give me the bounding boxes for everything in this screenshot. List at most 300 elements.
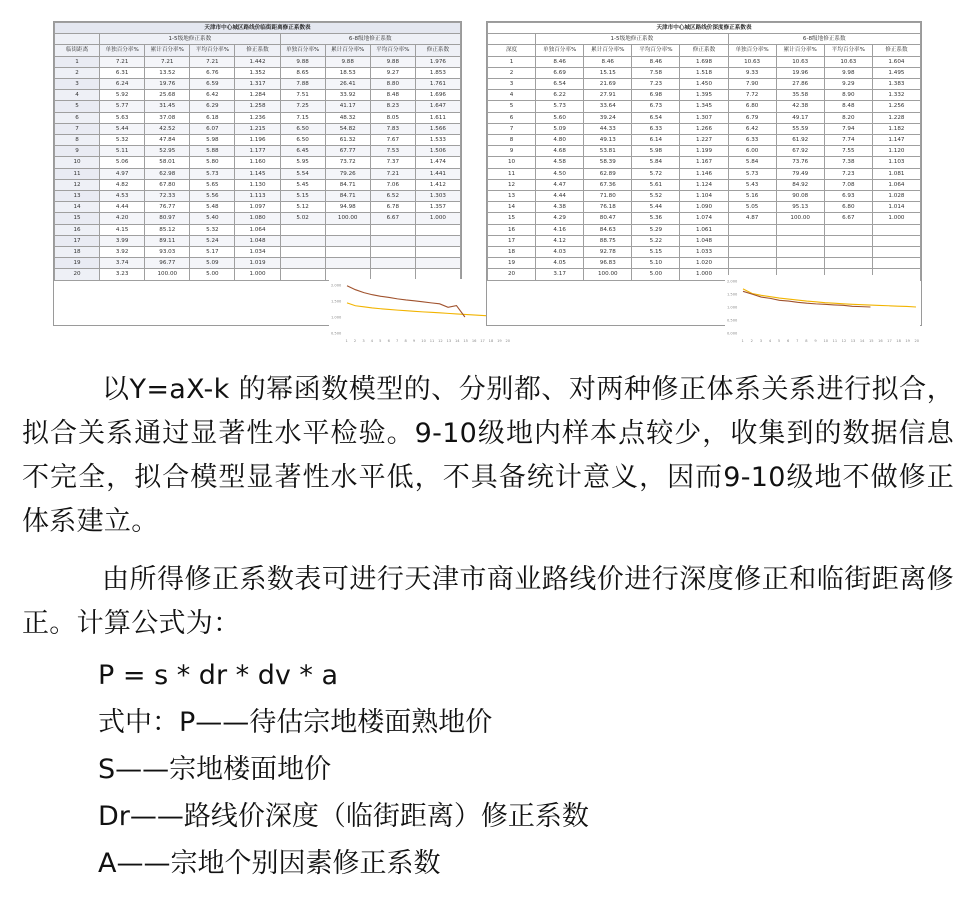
table-cell: 5.32 [100,135,145,146]
table-cell: 8 [55,135,100,146]
table-row [488,168,921,179]
table-cell: 8.46 [536,56,584,67]
table-row [488,135,921,146]
table-cell: 9.88 [280,56,325,67]
x-tick-label: 3 [759,339,763,343]
table-cell: 48.32 [325,112,370,123]
table-cell: 1.227 [680,135,728,146]
table-cell: 47.84 [145,135,190,146]
table-cell: 4.82 [100,179,145,190]
table-cell: 37.08 [145,112,190,123]
table-cell: 1.412 [415,179,460,190]
table-cell: 27.91 [584,90,632,101]
table-cell: 8.48 [370,90,415,101]
table-cell: 2 [488,67,536,78]
table-cell: 11 [488,168,536,179]
table-cell: 1.196 [235,135,280,146]
table-cell: 5.73 [536,101,584,112]
table-cell: 5.22 [632,235,680,246]
table-cell: 4 [488,90,536,101]
table-cell [872,224,920,235]
column-header: 深度 [488,45,536,56]
table-cell: 33.64 [584,101,632,112]
table-cell: 14 [488,202,536,213]
x-tick-label: 8 [404,339,407,343]
table-cell: 1.048 [680,235,728,246]
table-cell: 13 [55,191,100,202]
table-cell: 1.074 [680,213,728,224]
table-cell: 9.29 [824,79,872,90]
x-tick-label: 20 [505,339,511,343]
table-cell: 89.11 [145,235,190,246]
table-cell: 6.07 [190,123,235,134]
table-cell: 7.83 [370,123,415,134]
table-cell: 8.05 [370,112,415,123]
x-tick-label: 10 [421,339,426,343]
column-header: 累计百分率% [145,45,190,56]
table-cell: 1.474 [415,157,460,168]
table-cell: 1.236 [235,112,280,123]
table-cell: 5.06 [100,157,145,168]
x-tick-label: 15 [868,339,874,343]
column-header: 修正系数 [235,45,280,56]
x-tick-label: 11 [429,339,435,343]
series-line-2 [347,286,465,317]
frontage-distance-chart [329,279,511,345]
paragraph-model-fit: 以Y=aX-k 的幂函数模型的、分别都、对两种修正体系关系进行拟合，拟合关系通过显著性水平检验。9-10级地内样本点较少，收集到的数据信息不完全，拟合模型显著性水平低，不具备统计意义，因而9-10级地不做修正体系建立。 [22,374,954,537]
table-cell: 35.58 [776,90,824,101]
table-cell: 6.69 [536,67,584,78]
table-cell: 94.98 [325,202,370,213]
x-tick-label: 6 [787,339,790,343]
table-row [488,235,921,246]
table-row [488,258,921,269]
table-cell: 7.38 [824,157,872,168]
column-header: 累计百分率% [584,45,632,56]
table-cell: 1.215 [235,123,280,134]
table-cell: 80.47 [584,213,632,224]
table-cell: 4.80 [536,135,584,146]
table-cell: 5.48 [190,202,235,213]
table-cell: 6.33 [728,135,776,146]
table-cell: 7 [55,123,100,134]
table-cell: 5.73 [728,168,776,179]
table-cell: 15 [55,213,100,224]
table-cell: 14 [55,202,100,213]
table-cell: 84.92 [776,179,824,190]
table-cell: 49.13 [584,135,632,146]
table-cell: 67.92 [776,146,824,157]
x-tick-label: 4 [768,339,772,343]
table-cell: 84.71 [325,191,370,202]
column-header: 临街距离 [55,45,100,56]
table-cell: 1 [55,56,100,67]
table-cell: 5.80 [190,157,235,168]
table-cell: 5.73 [190,168,235,179]
table-cell [728,224,776,235]
table-cell: 1.761 [415,79,460,90]
table-row [55,135,461,146]
table-cell: 7.74 [824,135,872,146]
x-tick-label: 4 [370,339,374,343]
table-cell [370,235,415,246]
table-cell: 1.604 [872,56,920,67]
table-cell: 7.23 [632,79,680,90]
table-cell: 1.019 [235,258,280,269]
table-cell: 4.03 [536,247,584,258]
table-cell: 5.09 [536,123,584,134]
table-cell: 4.47 [536,179,584,190]
table-row [55,179,461,190]
table-cell: 8.46 [632,56,680,67]
table-cell: 6.42 [190,90,235,101]
column-header: 单独百分率% [280,45,325,56]
definition-s: S——宗地楼面地价 [98,754,332,785]
table-cell: 55.59 [776,123,824,134]
table-row [55,202,461,213]
table-title: 天津市中心城区路线价深度修正系数表 [488,23,921,34]
table-cell: 1.506 [415,146,460,157]
table-row [55,79,461,90]
table-cell: 73.76 [776,157,824,168]
table-cell: 1.146 [680,168,728,179]
table-cell: 4.16 [536,224,584,235]
table-cell: 53.81 [584,146,632,157]
table-cell: 1.147 [872,135,920,146]
table-cell: 1.696 [415,90,460,101]
table-cell: 79.26 [325,168,370,179]
table-cell: 19.76 [145,79,190,90]
y-tick-label: 2.000 [727,279,738,284]
table-cell: 1.000 [415,213,460,224]
table-cell: 100.00 [145,269,190,280]
table-cell: 1.182 [872,123,920,134]
table-cell: 1.000 [872,213,920,224]
table-cell: 79.49 [776,168,824,179]
table-cell: 7.21 [190,56,235,67]
table-cell [824,235,872,246]
y-tick-label: 1.000 [727,305,738,310]
table-cell: 4.05 [536,258,584,269]
paragraph-correction-intro: 由所得修正系数表可进行天津市商业路线价进行深度修正和临街距离修正。计算公式为： [22,564,954,639]
column-header: 平均百分率% [190,45,235,56]
table-cell: 6.80 [728,101,776,112]
table-cell: 1.113 [235,191,280,202]
table-cell: 13.52 [145,67,190,78]
table-cell: 12 [55,179,100,190]
table-cell: 7.67 [370,135,415,146]
table-cell: 9.88 [370,56,415,67]
table-cell [280,269,325,280]
table-cell: 5.84 [632,157,680,168]
column-header: 平均百分率% [632,45,680,56]
table-cell: 7.72 [728,90,776,101]
x-tick-label: 13 [446,339,452,343]
table-cell: 5.16 [728,191,776,202]
table-row [488,67,921,78]
table-cell: 7.15 [280,112,325,123]
table-cell: 1.441 [415,168,460,179]
table-cell: 5.15 [280,191,325,202]
table-cell: 5.45 [280,179,325,190]
table-cell [776,235,824,246]
table-cell: 76.77 [145,202,190,213]
table-cell: 1.167 [680,157,728,168]
table-cell: 8.90 [824,90,872,101]
table-cell: 1.611 [415,112,460,123]
table-cell: 1.518 [680,67,728,78]
table-cell: 10.63 [776,56,824,67]
table-cell: 31.45 [145,101,190,112]
table-cell: 6 [55,112,100,123]
table-cell [415,224,460,235]
table-row [488,213,921,224]
x-tick-label: 5 [379,339,382,343]
table-cell: 9.27 [370,67,415,78]
table-cell: 93.03 [145,247,190,258]
table-cell: 95.13 [776,202,824,213]
table-cell: 5 [488,101,536,112]
table-cell [776,224,824,235]
column-header: 累计百分率% [325,45,370,56]
table-cell: 4.68 [536,146,584,157]
table-cell: 1.284 [235,90,280,101]
table-cell [325,258,370,269]
table-cell: 42.38 [776,101,824,112]
table-cell: 67.77 [325,146,370,157]
table-cell: 6.52 [370,191,415,202]
table-cell: 1.090 [680,202,728,213]
table-cell: 4.15 [100,224,145,235]
table-cell: 90.08 [776,191,824,202]
table-cell: 6.31 [100,67,145,78]
table-cell: 13 [488,191,536,202]
table-cell: 5.36 [632,213,680,224]
table-cell: 6.79 [728,112,776,123]
table-cell: 19.96 [776,67,824,78]
table-cell: 10 [488,157,536,168]
table-cell: 26.41 [325,79,370,90]
table-cell: 4.44 [100,202,145,213]
table-cell: 5.98 [190,135,235,146]
x-tick-label: 18 [896,339,901,343]
table-cell: 4.29 [536,213,584,224]
depth-table [487,22,921,281]
table-cell: 5.15 [632,247,680,258]
table-cell: 7.51 [280,90,325,101]
table-cell: 6.78 [370,202,415,213]
table-cell: 6.59 [190,79,235,90]
table-cell: 5.32 [190,224,235,235]
series-line-1 [347,303,507,317]
table-cell: 1.307 [680,112,728,123]
table-cell: 6 [488,112,536,123]
x-tick-label: 7 [796,339,799,343]
y-tick-label: 0.500 [331,331,342,336]
table-cell: 58.01 [145,157,190,168]
table-cell: 7.53 [370,146,415,157]
table-cell: 1.097 [235,202,280,213]
table-cell: 1.495 [872,67,920,78]
table-cell: 3.74 [100,258,145,269]
table-cell: 5.60 [536,112,584,123]
table-cell [370,247,415,258]
table-cell: 6.80 [824,202,872,213]
table-cell: 1.020 [680,258,728,269]
table-cell [280,247,325,258]
table-cell: 1.103 [872,157,920,168]
table-row [55,258,461,269]
table-cell: 62.89 [584,168,632,179]
table-row [488,123,921,134]
table-cell: 10 [55,157,100,168]
table-cell: 27.86 [776,79,824,90]
table-cell: 49.17 [776,112,824,123]
table-cell: 7.58 [632,67,680,78]
table-cell [325,247,370,258]
table-cell: 16 [55,224,100,235]
x-tick-label: 12 [841,339,847,343]
table-cell: 1.566 [415,123,460,134]
table-row [55,235,461,246]
table-cell: 6.33 [632,123,680,134]
table-cell: 76.18 [584,202,632,213]
table-cell: 7.06 [370,179,415,190]
table-cell: 5.09 [190,258,235,269]
table-cell: 5.02 [280,213,325,224]
table-row [488,146,921,157]
table-row [55,247,461,258]
table-row [55,101,461,112]
table-cell: 67.80 [145,179,190,190]
table-cell: 5.88 [190,146,235,157]
table-cell: 9.33 [728,67,776,78]
table-cell: 85.12 [145,224,190,235]
table-cell: 1.303 [415,191,460,202]
table-cell: 1.160 [235,157,280,168]
table-cell [728,247,776,258]
table-cell: 5.44 [632,202,680,213]
y-tick-label: 1.000 [331,315,342,320]
table-cell [370,258,415,269]
table-title: 天津市中心城区路线价临街距离修正系数表 [55,23,461,34]
table-cell: 6.45 [280,146,325,157]
table-cell: 1.442 [235,56,280,67]
group-header-1-5: 1-5级地修正系数 [100,34,280,45]
table-cell: 8 [488,135,536,146]
table-cell: 7.25 [280,101,325,112]
table-row [55,90,461,101]
y-tick-label: 0.500 [727,318,738,323]
table-cell [728,235,776,246]
table-row [55,146,461,157]
table-cell [280,258,325,269]
table-cell: 96.77 [145,258,190,269]
table-cell [280,235,325,246]
table-cell: 1.034 [235,247,280,258]
table-cell: 1.853 [415,67,460,78]
column-header: 修正系数 [872,45,920,56]
table-cell: 4.20 [100,213,145,224]
y-tick-label: 0.000 [727,331,738,336]
table-cell: 5.17 [190,247,235,258]
group-header-6-8: 6-8级地修正系数 [728,34,920,45]
table-cell: 1.061 [680,224,728,235]
x-tick-label: 15 [463,339,468,343]
table-cell: 19 [55,258,100,269]
table-cell: 92.78 [584,247,632,258]
table-cell [728,258,776,269]
table-cell: 3.17 [536,269,584,280]
table-cell [280,224,325,235]
table-row [55,123,461,134]
table-cell: 5.77 [100,101,145,112]
x-tick-label: 10 [823,339,829,343]
table-cell: 1.120 [872,146,920,157]
table-cell: 5.29 [632,224,680,235]
table-cell: 1.332 [872,90,920,101]
group-header-6-8: 6-8级地修正系数 [280,34,460,45]
table-cell: 9.88 [325,56,370,67]
table-row [55,157,461,168]
table-cell [824,258,872,269]
table-cell: 6.00 [728,146,776,157]
table-cell: 3.92 [100,247,145,258]
table-cell: 10.63 [824,56,872,67]
x-tick-label: 20 [914,339,920,343]
column-header: 修正系数 [415,45,460,56]
table-cell: 1.177 [235,146,280,157]
definition-a: A——宗地个别因素修正系数 [98,848,441,879]
table-cell: 9.98 [824,67,872,78]
table-cell: 5.40 [190,213,235,224]
table-cell: 52.95 [145,146,190,157]
table-row [488,56,921,67]
table-cell: 8.80 [370,79,415,90]
table-cell: 20 [55,269,100,280]
table-cell: 11 [55,168,100,179]
x-tick-label: 16 [878,339,883,343]
table-cell: 100.00 [776,213,824,224]
table-cell [370,224,415,235]
table-cell: 1.383 [872,79,920,90]
table-cell: 7.21 [145,56,190,67]
table-cell: 1.064 [872,179,920,190]
table-cell: 6.29 [190,101,235,112]
table-cell: 6.50 [280,135,325,146]
x-tick-label: 19 [905,339,910,343]
table-row [55,168,461,179]
x-tick-label: 2 [750,339,753,343]
table-cell: 6.14 [632,135,680,146]
table-cell: 1.450 [680,79,728,90]
table-row [488,90,921,101]
table-cell [776,258,824,269]
table-cell: 5.00 [632,269,680,280]
table-cell: 25.68 [145,90,190,101]
formula: P = s * dr * dv * a [98,660,339,691]
table-cell: 33.92 [325,90,370,101]
table-row [488,191,921,202]
x-tick-label: 3 [362,339,365,343]
table-row [488,224,921,235]
table-cell: 8.23 [370,101,415,112]
x-tick-label: 9 [814,339,817,343]
table-cell: 6.76 [190,67,235,78]
table-cell: 54.82 [325,123,370,134]
x-tick-label: 6 [387,339,390,343]
table-cell: 7 [488,123,536,134]
